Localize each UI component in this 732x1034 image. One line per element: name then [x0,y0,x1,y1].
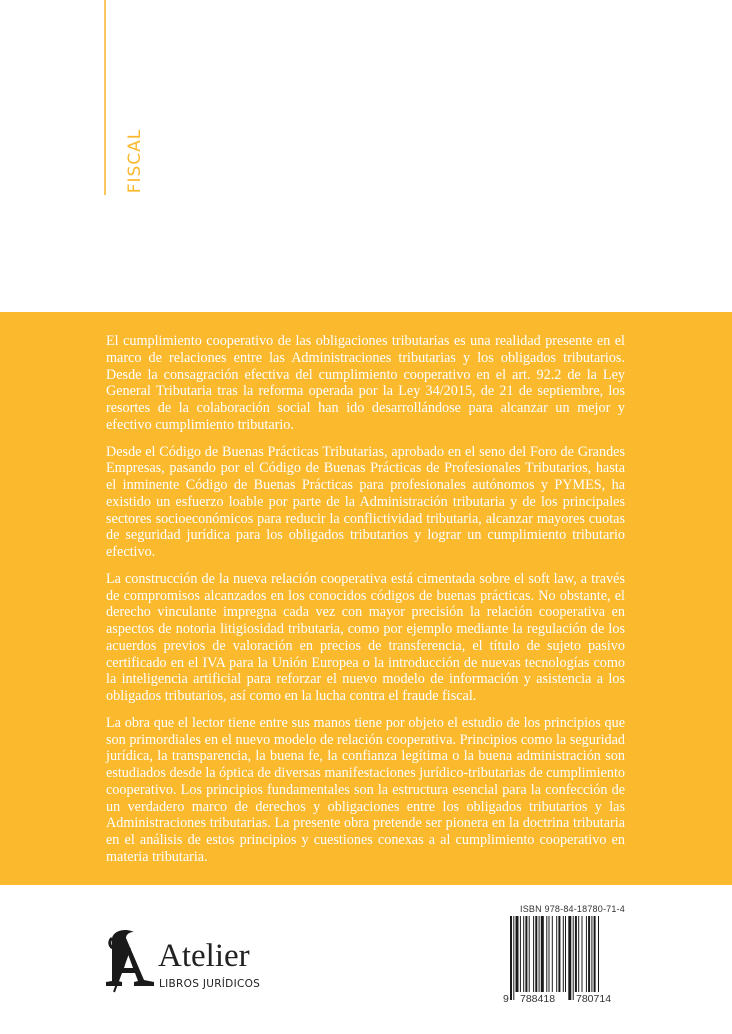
category-label: FISCAL [125,128,145,194]
barcode-bar [586,916,587,992]
barcode-bar [510,916,512,1000]
blurb-paragraph: La construcción de la nueva relación cooperativa está cimentada sobre el soft law, a través de compromisos alcanzados en los conocidos códigos de buenas prácticas. No obstante, el derecho vinculante impregna cada vez con mayor precisión la relación cooperativa en aspectos de notoria litigiosidad tributaria, como por ejemplo mediante la regulación de los acuerdos previos de valoración en precios de transferencia, el título de sujeto pasivo certificado en el IVA para la Unión Europea o la introducción de nuevas tecnologías como la inteligencia artificial para reforzar el nuevo modelo de información y asistencia a los obligados tributarios, así como en la lucha contra el fraude fiscal. [106,570,625,704]
barcode-bar [535,916,537,992]
barcode-bar [549,916,550,992]
barcode-digits-right: 780714 [576,993,612,1005]
publisher-name: Atelier [158,938,250,974]
barcode-bar [594,916,596,992]
barcode-bar [513,916,514,1000]
publisher-subtitle: LIBROS JURÍDICOS [159,978,261,990]
barcode-bar [525,916,527,992]
barcode-bar [539,916,540,992]
barcode-bar [565,916,566,992]
back-cover-blurb [106,333,625,876]
barcode-bar [563,916,564,992]
barcode-bar [578,916,579,992]
barcode-bar [588,916,590,992]
barcode-bar [556,916,557,992]
isbn-label: ISBN 978-84-18780-71-4 [520,904,625,914]
barcode-digits-left: 788418 [520,993,556,1005]
barcode [510,916,634,1000]
barcode-bar [516,916,519,992]
barcode-bar [558,916,560,992]
barcode-bar [541,916,544,992]
barcode-bar [568,916,571,1000]
barcode-bar [573,916,574,1000]
barcode-bar [552,916,553,992]
spine-divider-line [104,0,106,195]
barcode-bar [533,916,534,992]
barcode-bar [523,916,524,992]
barcode-bar [520,916,521,992]
barcode-bar [598,916,599,992]
publisher-logo [104,928,274,998]
barcode-bar [529,916,530,992]
barcode-bar [575,916,577,992]
barcode-bar [582,916,583,992]
barcode-bar [591,916,592,992]
blurb-paragraph: La obra que el lector tiene entre sus manos tiene por objeto el estudio de los principios que son primordiales en el nuevo modelo de relación cooperativa. Principios como la seguridad jurídica, la transparencia, la buena fe, la confianza legítima o la buena administración son estudiados desde la óptica de diversas manifestaciones jurídico-tributarias de cumplimiento cooperativo. Los principios fundamentales son la estructura esencial para la confección de un verdadero marco de derechos y obligaciones entre los obligados tributarios y las Administraciones tributarias. La presente obra pretende ser pionera en la doctrina tributaria en el análisis de estos principios y cuestiones conexas a al cumplimiento cooperativo en materia tributaria. [106,714,625,865]
barcode-digit-prefix: 9 [503,993,509,1005]
blurb-paragraph: Desde el Código de Buenas Prácticas Tributarias, aprobado en el seno del Foro de Grandes Empresas, pasando por el Código de Buenas Prácticas de Profesionales Tributarios, hasta el inminente Código de Buenas Prácticas para profesionales autónomos y PYMES, ha existido un esfuerzo loable por parte de la Administración tributaria y de los principales sectores socioeconómicos para reducir la conflictividad tributaria, alcanzar mayores cuotas de seguridad jurídica para los obligados tributarios y lograr un cumplimiento tributario efectivo. [106,443,625,560]
blurb-paragraph: El cumplimiento cooperativo de las obligaciones tributarias es una realidad presente en el marco de relaciones entre las Administraciones tributarias y los obligados tributarios. Desde la consagración efectiva del cumplimiento cooperativo en el art. 92.2 de la Ley General Tributaria tras la reforma operada por la Ley 34/2015, de 21 de septiembre, los resortes de la colaboración social han ido desarrollándose para alcanzar un mejor y efectivo cumplimiento tributario. [106,333,625,433]
barcode-bar [546,916,547,992]
atelier-a-logo-icon [104,928,158,994]
